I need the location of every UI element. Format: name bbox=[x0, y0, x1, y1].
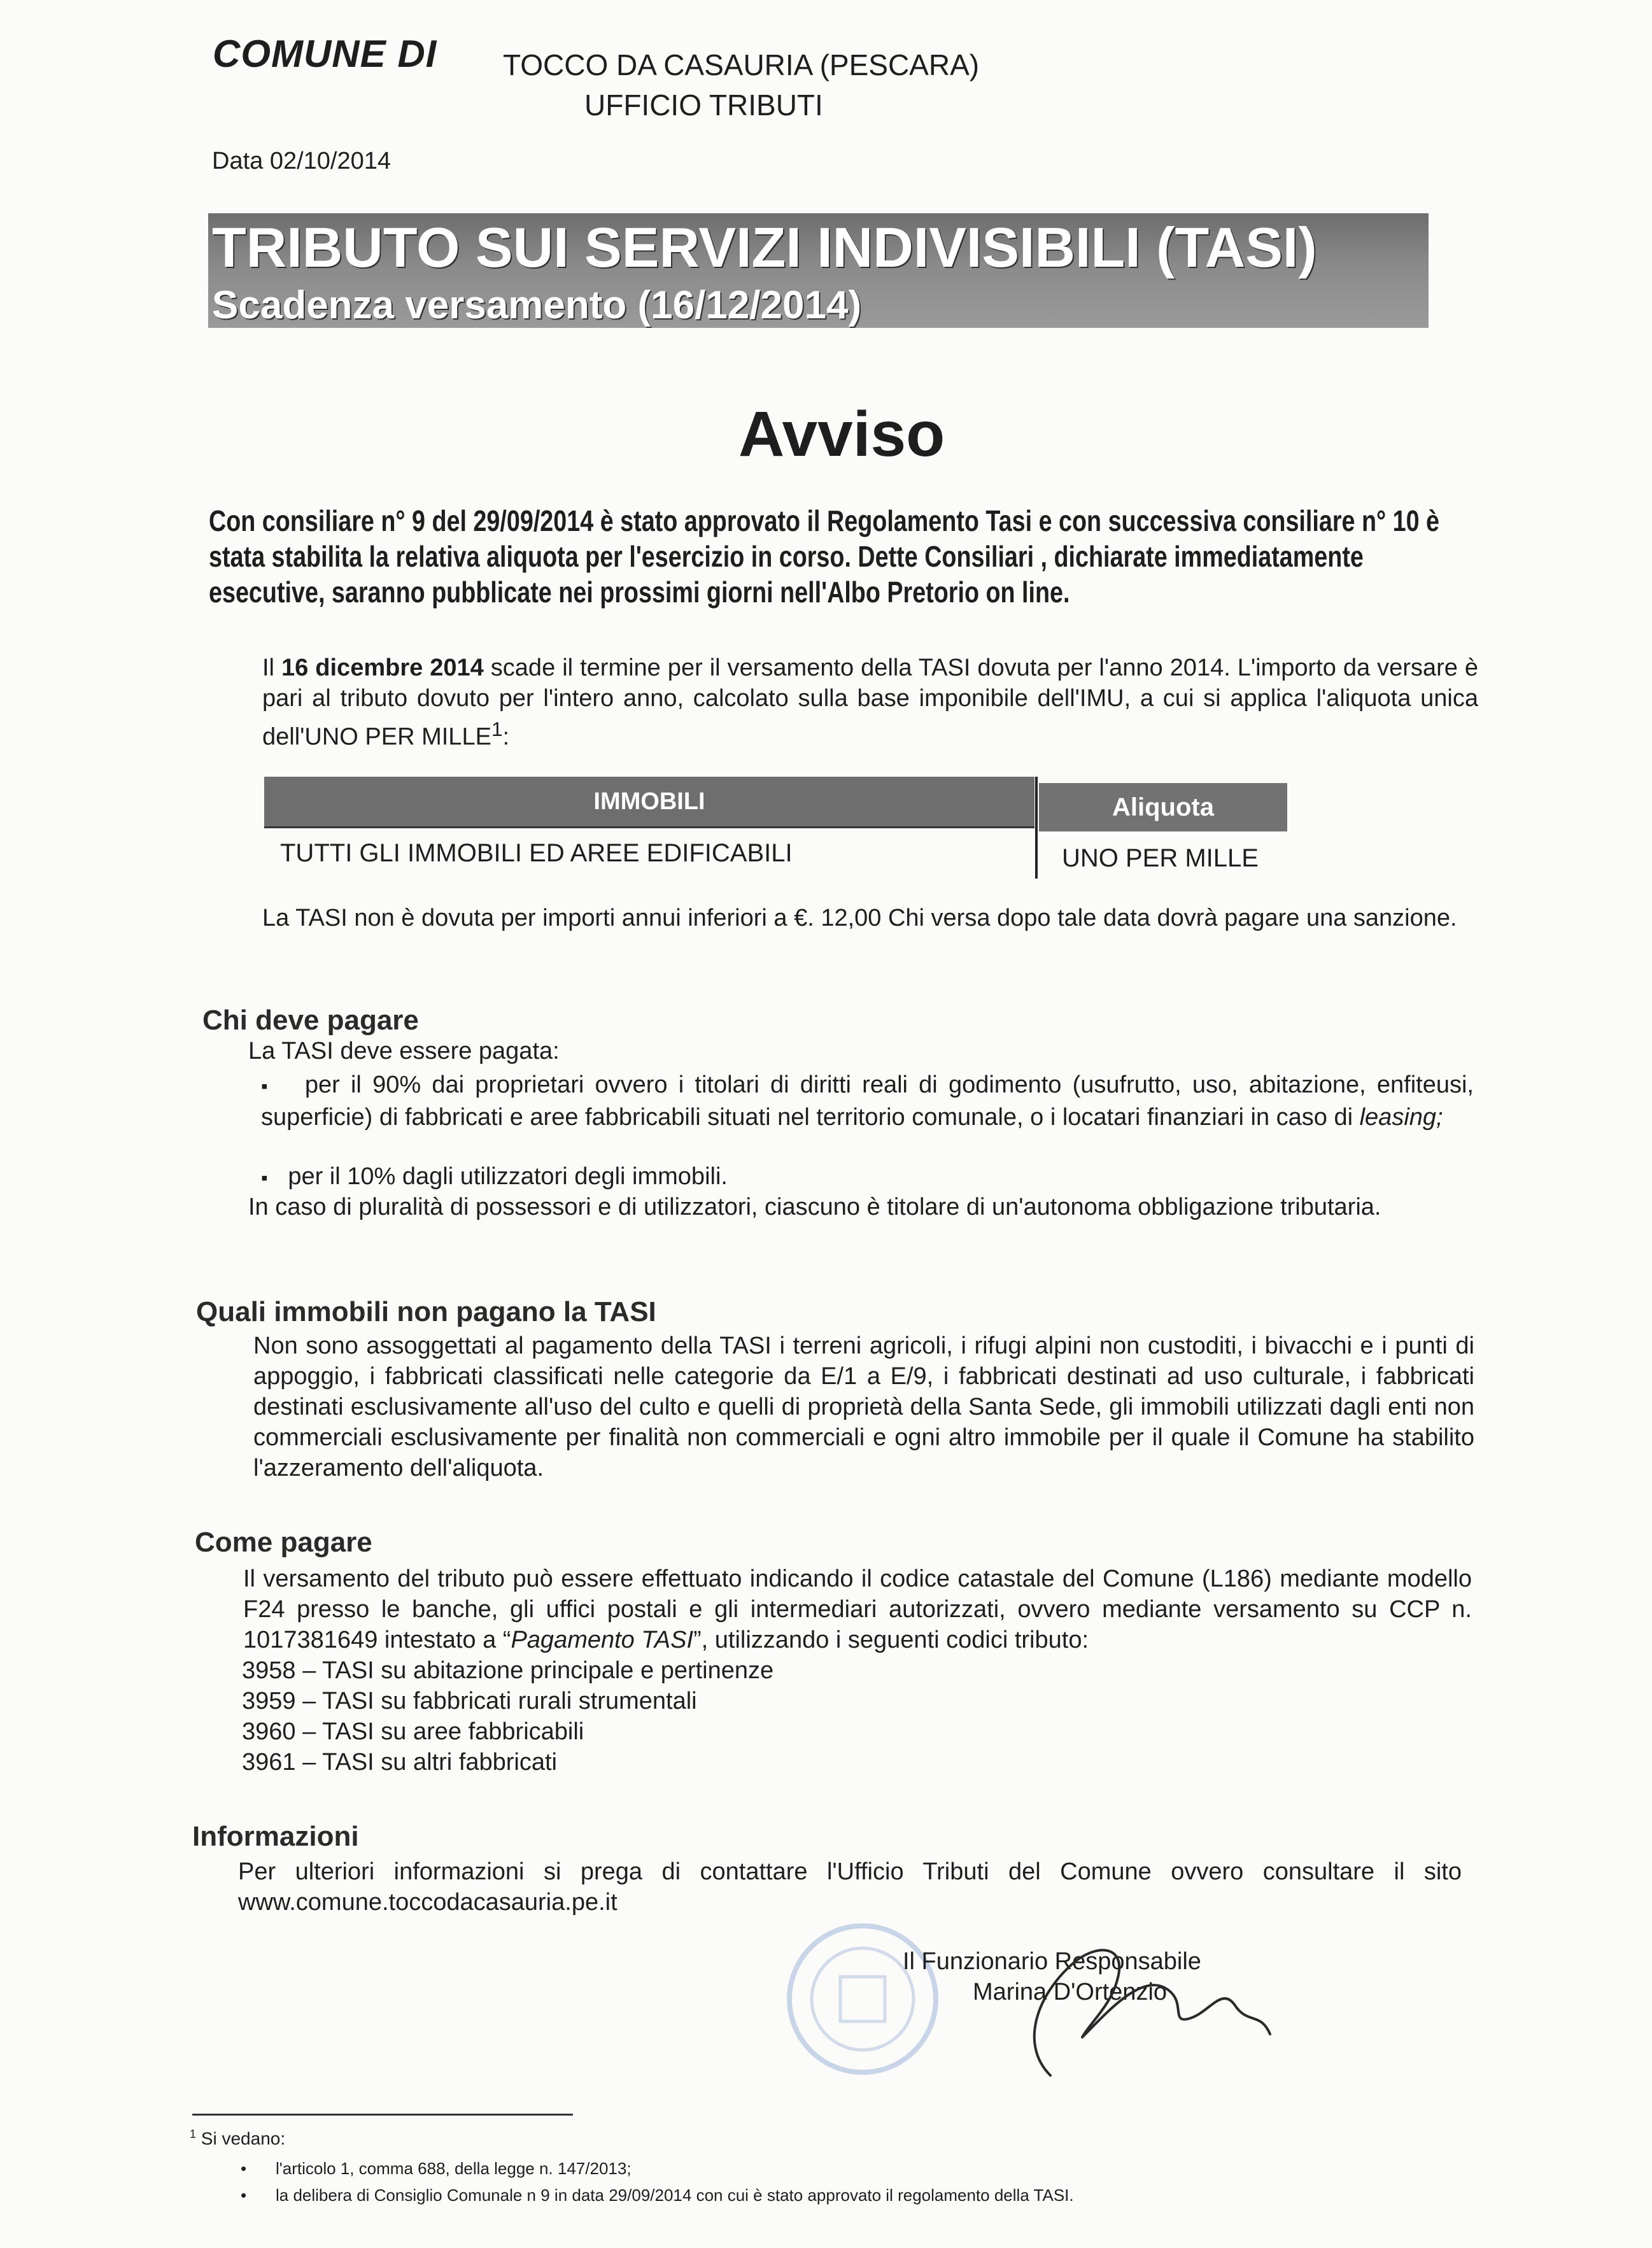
minimum-amount-paragraph: La TASI non è dovuta per importi annui inferiori a €. 12,00 Chi versa dopo tale data dovrà pagare una sanzione. bbox=[262, 905, 1457, 931]
list-item: 3960 – TASI su aree fabbricabili bbox=[242, 1718, 584, 1745]
footnote-title-text: Si vedano: bbox=[196, 2128, 286, 2149]
list-item bbox=[241, 2155, 1074, 2182]
footnote-item-text: la delibera di Consiglio Comunale n 9 in data 29/09/2014 con cui è stato approvato il regolamento della TASI. bbox=[276, 2186, 1074, 2205]
come-pagare-italic: Pagamento TASI bbox=[511, 1627, 694, 1653]
come-pagare-heading: Come pagare bbox=[195, 1527, 372, 1558]
list-item: 3958 – TASI su abitazione principale e pertinenze bbox=[242, 1657, 774, 1684]
footnote-item-text: l'articolo 1, comma 688, della legge n. 147/2013; bbox=[276, 2159, 632, 2178]
footnote-ref: 1 bbox=[491, 718, 503, 740]
deadline-date: 16 dicembre 2014 bbox=[281, 654, 484, 681]
bullet-icon: • bbox=[241, 2159, 247, 2178]
avviso-heading: Avviso bbox=[738, 399, 945, 470]
informazioni-body: Per ulteriori informazioni si prega di contattare l'Ufficio Tributi del Comune ovvero consultare il sito www.comune.toccodacasauria.pe.it bbox=[238, 1858, 1462, 1916]
ufficio-label: UFFICIO TRIBUTI bbox=[584, 88, 823, 122]
come-pagare-body bbox=[243, 1564, 1472, 1655]
intro-paragraph: Con consiliare n° 9 del 29/09/2014 è stato approvato il Regolamento Tasi e con successiva consiliare n° 10 è stata stabilita la relativa aliquota per l'esercizio in corso. Dette Consiliari , dichiarate immediatamente esecutive, saranno pubblicate nei prossimi giorni nell'Albo Pretorio on line. bbox=[209, 504, 1440, 609]
comune-name: TOCCO DA CASAURIA (PESCARA) bbox=[503, 48, 980, 81]
deadline-paragraph bbox=[262, 653, 1478, 753]
deadline-end: : bbox=[502, 723, 510, 751]
informazioni-heading: Informazioni bbox=[192, 1821, 359, 1852]
chi-deve-pagare-heading: Chi deve pagare bbox=[202, 1005, 419, 1036]
signature-name: Marina D'Ortenzio bbox=[973, 1979, 1168, 2005]
official-stamp-icon bbox=[780, 1916, 945, 2082]
footnote-title bbox=[190, 2128, 285, 2149]
signature-role: Il Funzionario Responsabile bbox=[903, 1948, 1201, 1975]
come-pagare-post: ”, utilizzando i seguenti codici tributo: bbox=[693, 1627, 1089, 1653]
list-item: 3961 – TASI su altri fabbricati bbox=[242, 1749, 557, 1776]
bullet-text: per il 10% dagli utilizzatori degli immobili. bbox=[288, 1163, 728, 1190]
table-header-aliquota: Aliquota bbox=[1039, 783, 1287, 831]
quali-immobili-heading: Quali immobili non pagano la TASI bbox=[196, 1296, 656, 1327]
list-item: 3959 – TASI su fabbricati rurali strumentali bbox=[242, 1688, 697, 1714]
bullet-item-utilizzatori bbox=[261, 1161, 1474, 1194]
title-banner bbox=[208, 213, 1429, 328]
banner-subtitle: Scadenza versamento (16/12/2014) bbox=[212, 283, 862, 327]
document-date: Data 02/10/2014 bbox=[212, 148, 392, 174]
table-column-divider bbox=[1035, 777, 1038, 879]
quali-immobili-body: Non sono assoggettati al pagamento della TASI i terreni agricoli, i rifugi alpini non custoditi, i bivacchi e i punti di appoggio, i fabbricati classificati nelle categorie da E/1 a E/9, i fabbricati destinati ad uso culturale, i fabbricati destinati esclusivamente all'uso del culto e quelli di proprietà della Santa Sede, gli immobili utilizzati dagli enti non commerciali esclusivamente per finalità non commerciali e ogni altro immobile per il quale il Comune ha stabilito l'azzeramento dell'aliquota. bbox=[253, 1333, 1474, 1481]
table-cell-aliquota: UNO PER MILLE bbox=[1062, 844, 1259, 872]
table-cell-immobili: TUTTI GLI IMMOBILI ED AREE EDIFICABILI bbox=[280, 839, 793, 867]
handwritten-signature-icon bbox=[980, 1916, 1273, 2095]
deadline-pre: Il bbox=[262, 654, 282, 681]
tribute-codes-list bbox=[242, 1655, 773, 1778]
deadline-post: scade il termine per il versamento della TASI dovuta per l'anno 2014. L'importo da versare è pari al tributo dovuto per l'intero anno, calcolato sulla base imponibile dell'IMU, a cui si applica l'aliquota unica dell'UNO PER MILLE bbox=[262, 654, 1478, 751]
chi-deve-pagare-closing: In caso di pluralità di possessori e di utilizzatori, ciascuno è titolare di un'autonoma obbligazione tributaria. bbox=[248, 1194, 1381, 1220]
bullet-icon: ▪ bbox=[261, 1168, 268, 1189]
table-header-immobili: IMMOBILI bbox=[264, 777, 1034, 826]
list-item bbox=[241, 2182, 1074, 2209]
footnote-marker: 1 bbox=[190, 2128, 197, 2140]
footnote-list bbox=[241, 2155, 1074, 2209]
chi-deve-pagare-intro: La TASI deve essere pagata: bbox=[248, 1038, 560, 1064]
banner-title: TRIBUTO SUI SERVIZI INDIVISIBILI (TASI) bbox=[212, 216, 1317, 279]
come-pagare-pre: Il versamento del tributo può essere effettuato indicando il codice catastale del Comune (L186) mediante modello F24 presso le banche, gli uffici postali e gli intermediari autorizzati, ovvero mediante versamento su CCP n. 1017381649 intestato a “ bbox=[243, 1566, 1472, 1653]
bullet-icon: ▪ bbox=[261, 1076, 272, 1097]
bullet-text: per il 90% dai proprietari ovvero i titolari di diritti reali di godimento (usufrutto, uso, abitazione, enfiteusi, superficie) di fabbricati e aree fabbricabili situati nel territorio comunale, o i locatari finanziari in caso di bbox=[261, 1071, 1474, 1131]
bullet-icon: • bbox=[241, 2186, 247, 2205]
comune-di-label: COMUNE DI bbox=[213, 32, 437, 75]
table-header-rule bbox=[264, 826, 1034, 828]
bullet-italic: leasing; bbox=[1359, 1104, 1443, 1131]
bullet-item-proprietari bbox=[261, 1070, 1474, 1133]
footnote-rule bbox=[192, 2114, 573, 2116]
